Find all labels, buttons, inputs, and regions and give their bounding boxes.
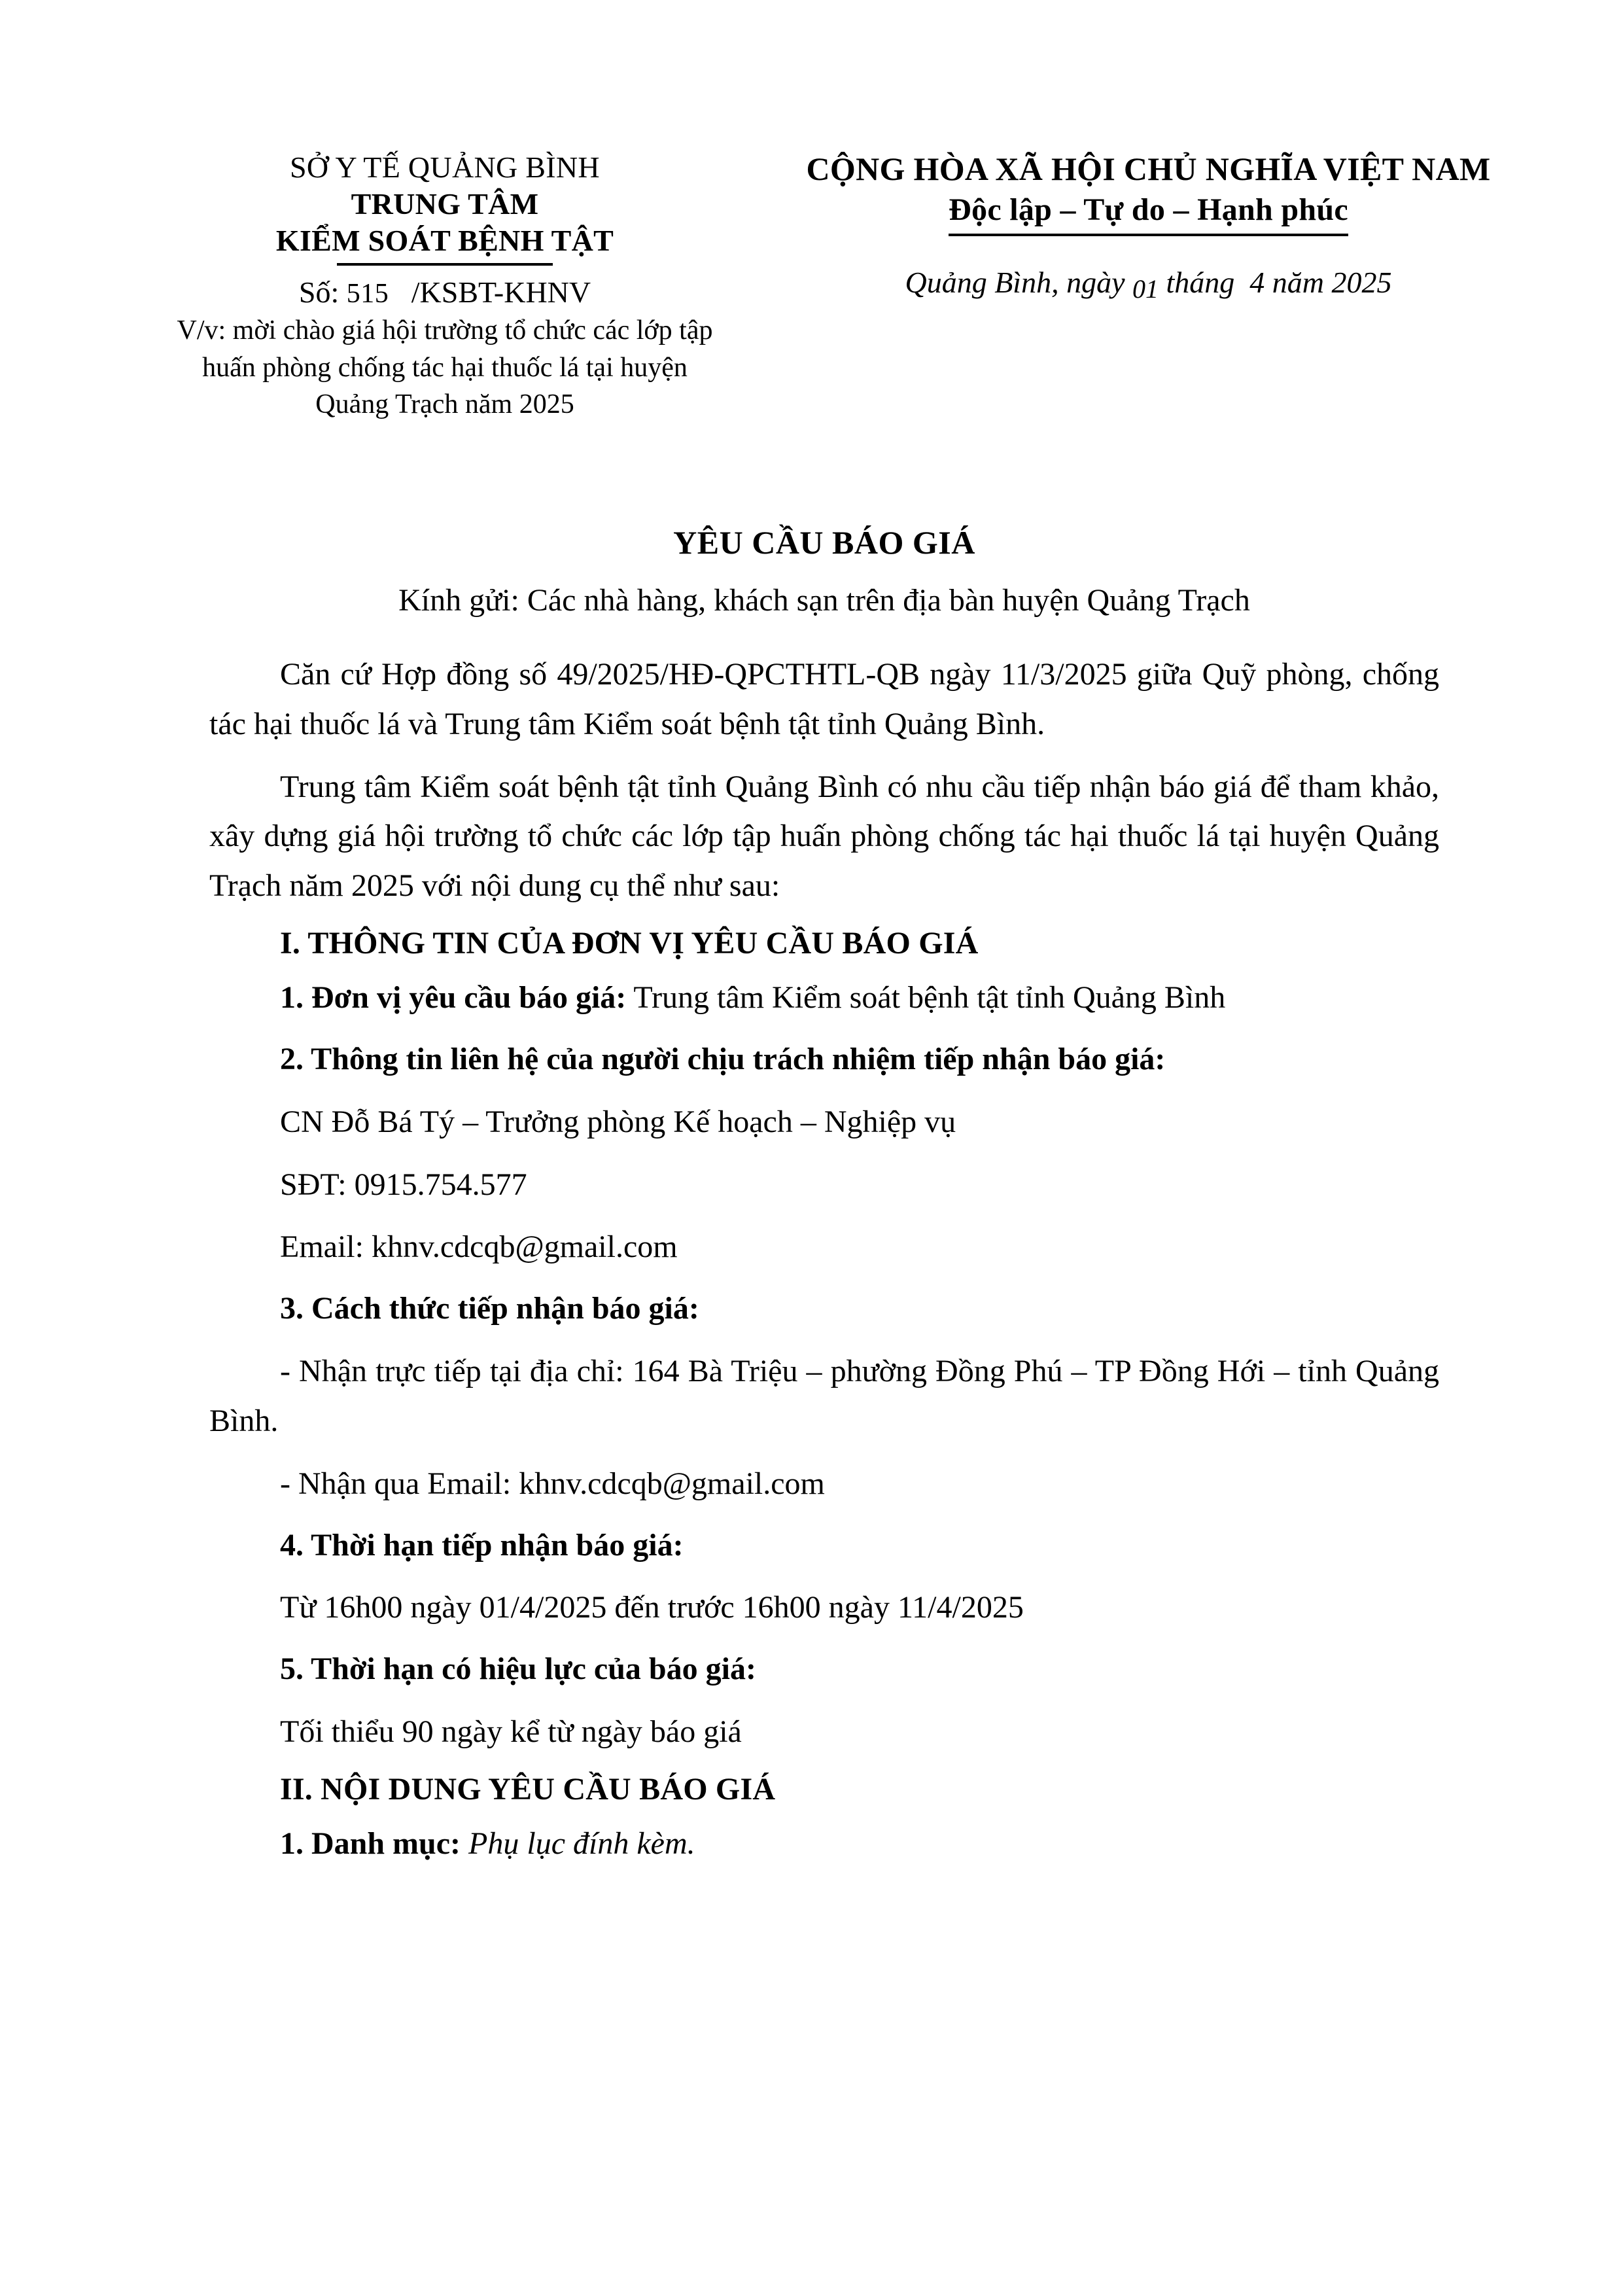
organization-name-line2: KIỂM SOÁT BỆNH TẬT: [275, 224, 614, 258]
item-deadline: [209, 1521, 1439, 1570]
deadline-value: Từ 16h00 ngày 01/4/2025 đến trước 16h00 ngày 11/4/2025: [280, 1590, 1024, 1625]
item-contact-info: [209, 1034, 1439, 1084]
item-requesting-unit-label: 1. Đơn vị yêu cầu báo giá:: [280, 980, 627, 1016]
item-catalogue-value: Phụ lục đính kèm.: [461, 1826, 695, 1861]
organization-name-line1: TRUNG TÂM: [351, 187, 539, 221]
recipient-line: Kính gửi: Các nhà hàng, khách sạn trên địa bàn huyện Quảng Trạch: [398, 583, 1250, 618]
section-heading-2: II. NỘI DUNG YÊU CẦU BÁO GIÁ: [280, 1771, 776, 1807]
page-title: YÊU CẦU BÁO GIÁ: [673, 524, 975, 561]
parent-authority-name: SỞ Y TẾ QUẢNG BÌNH: [290, 150, 600, 184]
document-number-label: Số:: [298, 275, 347, 309]
document-body: [209, 523, 1439, 1869]
place-date-suffix: tháng 4 năm 2025: [1159, 265, 1392, 299]
contact-email: Email: khnv.cdcqb@gmail.com: [280, 1229, 678, 1265]
item-catalogue: [209, 1819, 1439, 1869]
document-subject: V/v: mời chào giá hội trường tổ chức các lớp tập huấn phòng chống tác hại thuốc lá tại huyện Quảng Trạch năm 2025: [177, 315, 713, 419]
issuing-authority-block: [164, 149, 726, 423]
item-submission-method: [209, 1284, 1439, 1333]
organization-underline: [337, 263, 553, 266]
country-name: CỘNG HÒA XÃ HỘI CHỦ NGHĨA VIỆT NAM: [806, 150, 1491, 187]
submission-method-email: - Nhận qua Email: khnv.cdcqb@gmail.com: [280, 1466, 825, 1501]
item-validity-label: 5. Thời hạn có hiệu lực của báo giá:: [280, 1651, 756, 1687]
contact-name: CN Đỗ Bá Tý – Trưởng phòng Kế hoạch – Nghiệp vụ: [280, 1104, 956, 1139]
item-catalogue-label: 1. Danh mục:: [280, 1826, 461, 1861]
paragraph-purpose: Trung tâm Kiểm soát bệnh tật tỉnh Quảng Bình có nhu cầu tiếp nhận báo giá để tham khảo, xây dựng giá hội trường tổ chức các lớp tập huấn phòng chống tác hại thuốc lá tại huyện Quảng Trạch năm 2025 với nội dung cụ thể như sau:: [209, 769, 1439, 904]
item-requesting-unit: [209, 973, 1439, 1023]
item-contact-info-label: 2. Thông tin liên hệ của người chịu trách nhiệm tiếp nhận báo giá:: [280, 1041, 1166, 1076]
contact-phone: SĐT: 0915.754.577: [280, 1167, 527, 1202]
national-motto: Độc lập – Tự do – Hạnh phúc: [949, 191, 1348, 236]
document-number-value: 515: [346, 279, 389, 309]
letterhead: [0, 149, 1623, 423]
validity-value: Tối thiểu 90 ngày kể từ ngày báo giá: [280, 1714, 742, 1750]
item-submission-method-label: 3. Cách thức tiếp nhận báo giá:: [280, 1291, 699, 1326]
document-number: [164, 275, 726, 309]
place-and-date: [726, 265, 1571, 304]
item-validity: [209, 1644, 1439, 1694]
place-date-prefix: Quảng Bình, ngày: [905, 265, 1132, 299]
national-heading-block: [726, 149, 1623, 304]
section-heading-1: I. THÔNG TIN CỦA ĐƠN VỊ YÊU CẦU BÁO GIÁ: [280, 926, 979, 961]
document-number-suffix: /KSBT-KHNV: [389, 275, 591, 309]
item-deadline-label: 4. Thời hạn tiếp nhận báo giá:: [280, 1527, 684, 1563]
paragraph-contract-basis: Căn cứ Hợp đồng số 49/2025/HĐ-QPCTHTL-QB ngày 11/3/2025 giữa Quỹ phòng, chống tác hại thuốc lá và Trung tâm Kiểm soát bệnh tật tỉnh Quảng Bình.: [209, 657, 1439, 741]
item-requesting-unit-value: Trung tâm Kiểm soát bệnh tật tỉnh Quảng Bình: [626, 980, 1226, 1016]
submission-method-direct: - Nhận trực tiếp tại địa chỉ: 164 Bà Triệu – phường Đồng Phú – TP Đồng Hới – tỉnh Quảng Bình.: [209, 1354, 1439, 1438]
date-day-value: 01: [1132, 274, 1159, 304]
